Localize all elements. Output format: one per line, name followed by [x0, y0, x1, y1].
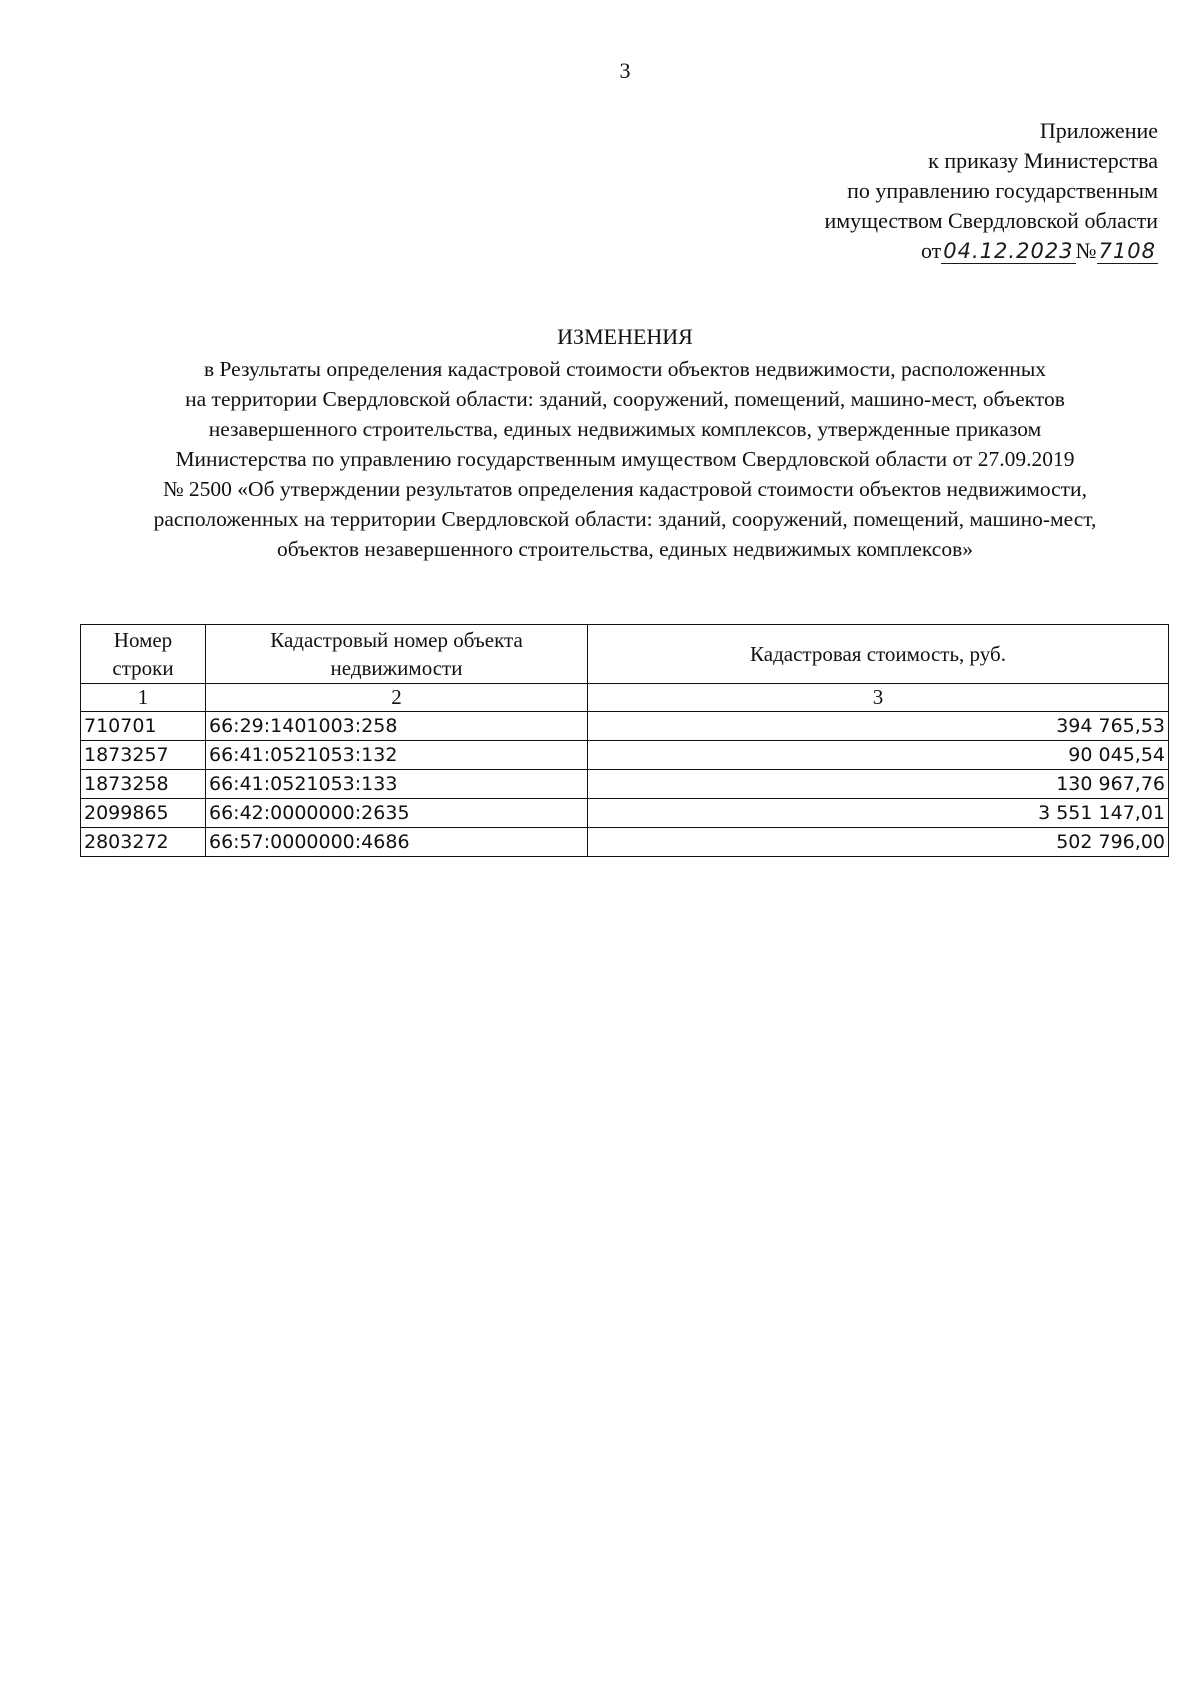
table-row	[81, 770, 1169, 799]
cadastral-cost-cell: 502 796,00	[588, 828, 1169, 857]
subtitle-line: расположенных на территории Свердловской области: зданий, сооружений, помещений, машино-мест,	[153, 507, 1097, 531]
document-title: ИЗМЕНЕНИЯ	[557, 324, 693, 349]
row-number-cell: 710701	[81, 712, 206, 741]
table-row	[81, 799, 1169, 828]
appendix-line: к приказу Министерства	[928, 148, 1158, 173]
subtitle-line: № 2500 «Об утверждении результатов определения кадастровой стоимости объектов недвижимости,	[163, 477, 1087, 501]
cadastral-number-cell: 66:29:1401003:258	[206, 712, 588, 741]
row-number-cell: 1873257	[81, 741, 206, 770]
column-number: 2	[206, 684, 588, 712]
row-number-cell: 2803272	[81, 828, 206, 857]
table-row	[81, 741, 1169, 770]
header-row-number	[81, 625, 206, 684]
appendix-line: по управлению государственным	[847, 178, 1158, 203]
header-text: строки	[112, 656, 174, 680]
cadastral-number-cell: 66:42:0000000:2635	[206, 799, 588, 828]
cadastral-cost-cell: 3 551 147,01	[588, 799, 1169, 828]
table-row	[81, 828, 1169, 857]
cadastral-number-cell: 66:41:0521053:132	[206, 741, 588, 770]
subtitle-line: Министерства по управлению государственным имуществом Свердловской области от 27.09.2019	[175, 447, 1075, 471]
subtitle-line: на территории Свердловской области: зданий, сооружений, помещений, машино-мест, объектов	[185, 387, 1065, 411]
row-number-cell: 1873258	[81, 770, 206, 799]
appendix-line: имуществом Свердловской области	[824, 208, 1158, 233]
appendix-line: Приложение	[1039, 118, 1158, 143]
header-text: недвижимости	[330, 656, 463, 680]
appendix-block	[638, 116, 1158, 266]
order-reference	[638, 236, 1158, 266]
header-text: Кадастровый номер объекта	[270, 628, 523, 652]
table-row	[81, 712, 1169, 741]
table-header-row	[81, 625, 1169, 684]
order-prefix: от	[920, 238, 942, 263]
header-cadastral-number	[206, 625, 588, 684]
subtitle-line: в Результаты определения кадастровой стоимости объектов недвижимости, расположенных	[203, 357, 1047, 381]
subtitle-line: объектов незавершенного строительства, единых недвижимых комплексов»	[277, 537, 973, 561]
order-number-label: №	[1075, 238, 1097, 263]
order-date-handwritten: 04.12.2023	[943, 239, 1074, 263]
cadastral-cost-cell: 130 967,76	[588, 770, 1169, 799]
cadastral-value-table	[80, 624, 1169, 857]
cadastral-number-cell: 66:41:0521053:133	[206, 770, 588, 799]
cadastral-cost-cell: 90 045,54	[588, 741, 1169, 770]
column-number-row	[81, 684, 1169, 712]
order-number-handwritten: 7108	[1098, 239, 1156, 263]
cadastral-number-cell: 66:57:0000000:4686	[206, 828, 588, 857]
column-number: 1	[81, 684, 206, 712]
header-cadastral-cost	[588, 625, 1169, 684]
row-number-cell: 2099865	[81, 799, 206, 828]
header-text: Номер	[113, 628, 173, 652]
subtitle-line: незавершенного строительства, единых недвижимых комплексов, утвержденные приказом	[208, 417, 1042, 441]
header-text: Кадастровая стоимость, руб.	[750, 642, 1006, 666]
document-subtitle	[60, 354, 1190, 564]
column-number: 3	[588, 684, 1169, 712]
page-number: 3	[619, 58, 631, 83]
cadastral-cost-cell: 394 765,53	[588, 712, 1169, 741]
